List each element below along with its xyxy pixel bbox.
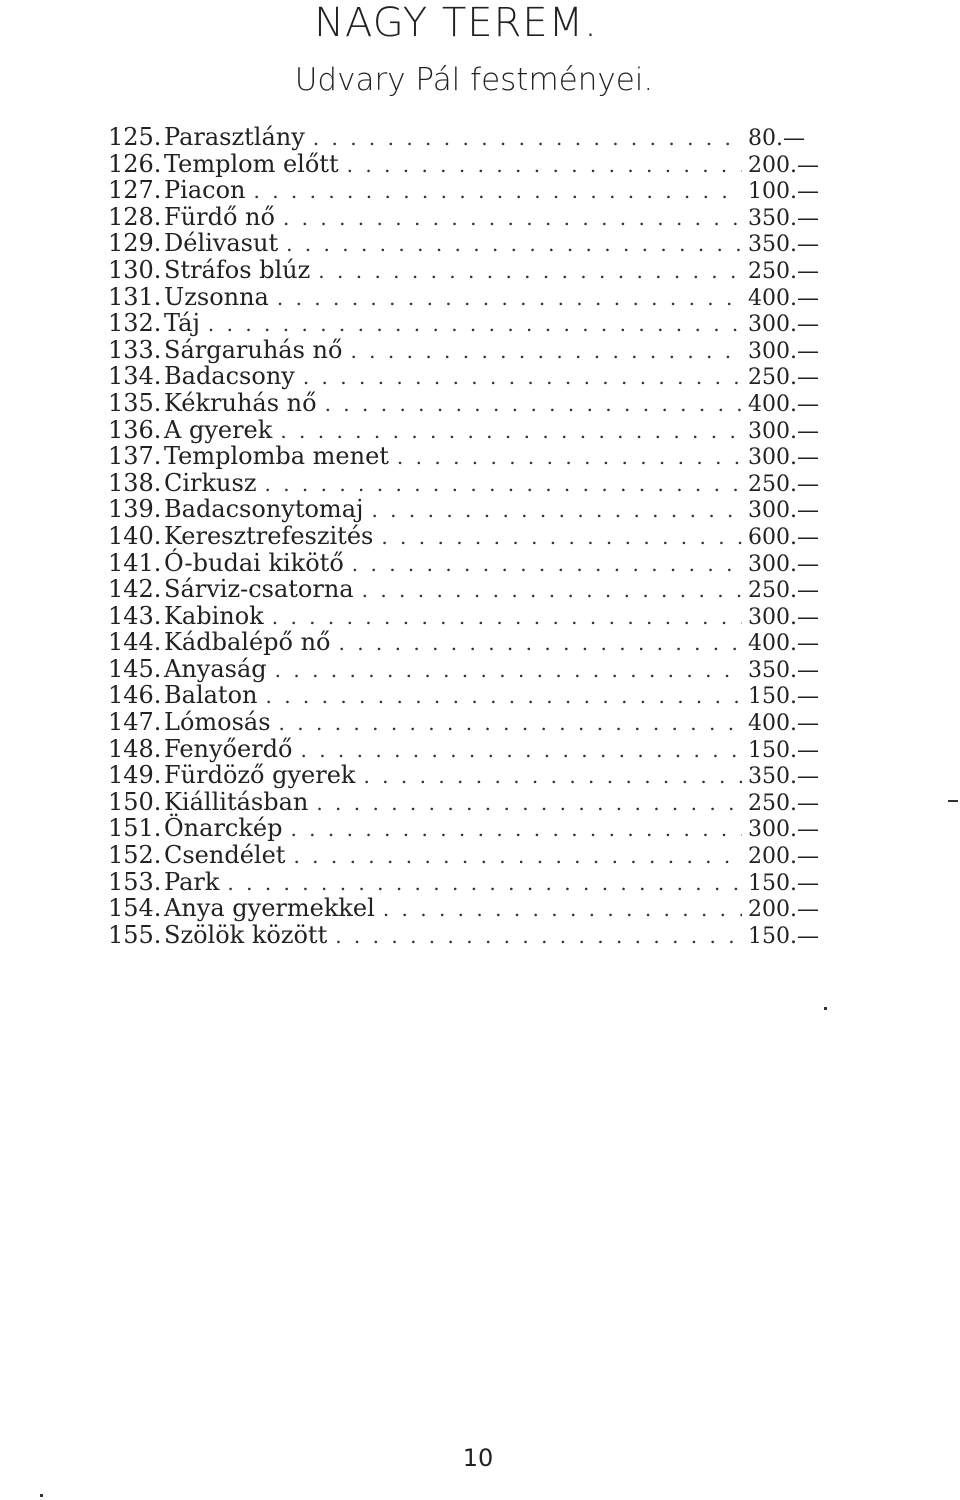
item-number: 145.	[108, 654, 162, 683]
item-price: 600.—	[748, 524, 819, 550]
item-title: Csendélet	[164, 841, 286, 870]
item-price: 350.—	[748, 764, 819, 790]
item-title: Anya gyermekkel	[164, 894, 375, 923]
dot-leader	[257, 683, 742, 710]
page-number: 10	[462, 1444, 494, 1472]
catalog-row	[108, 257, 820, 284]
item-number: 132.	[108, 309, 162, 338]
dot-leader	[344, 551, 742, 578]
item-price: 200.—	[748, 152, 819, 178]
dot-leader	[219, 870, 742, 897]
dot-leader	[342, 338, 742, 365]
dot-leader	[339, 152, 742, 179]
item-price: 150.—	[748, 923, 819, 949]
item-title: Fürdő nő	[164, 202, 275, 231]
catalog-row	[108, 815, 820, 842]
dot-leader	[267, 657, 742, 684]
item-price: 200.—	[748, 844, 819, 870]
item-title: Keresztrefeszités	[164, 521, 374, 550]
item-number: 130.	[108, 255, 162, 284]
item-title: Ó-budai kikötő	[164, 548, 344, 577]
catalog-row	[108, 550, 820, 577]
dot-leader	[278, 231, 742, 258]
catalog-row	[108, 496, 820, 523]
item-title: Badacsonytomaj	[164, 495, 364, 524]
catalog-row	[108, 603, 820, 630]
catalog-row	[108, 470, 820, 497]
item-price: 150.—	[748, 684, 819, 710]
scan-speck	[824, 1007, 827, 1010]
item-price: 250.—	[748, 471, 819, 497]
item-price: 300.—	[748, 498, 819, 524]
dot-leader	[317, 391, 742, 418]
item-price: 350.—	[748, 232, 819, 258]
item-number: 126.	[108, 149, 162, 178]
catalog-row	[108, 762, 820, 789]
item-title: Kékruhás nő	[164, 388, 317, 417]
item-title: Balaton	[164, 681, 258, 710]
item-price: 350.—	[748, 205, 819, 231]
item-price: 300.—	[748, 418, 819, 444]
catalog-row	[108, 124, 820, 151]
item-number: 134.	[108, 362, 162, 391]
page-title: NAGY TEREM.	[314, 0, 598, 46]
item-number: 133.	[108, 335, 162, 364]
item-number: 153.	[108, 867, 162, 896]
catalog-row	[108, 204, 820, 231]
dot-leader	[373, 524, 742, 551]
catalog-row	[108, 709, 820, 736]
dot-leader	[308, 790, 742, 817]
catalog-row	[108, 523, 820, 550]
dot-leader	[269, 285, 742, 312]
item-title: Fürdöző gyerek	[164, 761, 356, 790]
catalog-row	[108, 736, 820, 763]
catalog-row	[108, 390, 820, 417]
item-title: Fenyőerdő	[164, 734, 293, 763]
catalog-row	[108, 151, 820, 178]
item-number: 151.	[108, 814, 162, 843]
item-price: 350.—	[748, 657, 819, 683]
item-title: Anyaság	[164, 654, 267, 683]
item-price: 300.—	[748, 551, 819, 577]
item-number: 149.	[108, 761, 162, 790]
item-price: 400.—	[748, 285, 819, 311]
item-number: 154.	[108, 894, 162, 923]
item-title: Szölök között	[164, 920, 328, 949]
dot-leader	[200, 311, 742, 338]
item-price: 300.—	[748, 338, 819, 364]
item-price: 150.—	[748, 870, 819, 896]
item-title: Lómosás	[164, 708, 271, 737]
item-number: 140.	[108, 521, 162, 550]
item-title: Uzsonna	[164, 282, 269, 311]
catalog-row	[108, 842, 820, 869]
item-number: 143.	[108, 601, 162, 630]
dot-leader	[285, 843, 742, 870]
item-price: 200.—	[748, 897, 819, 923]
catalog-row	[108, 922, 820, 949]
item-number: 147.	[108, 708, 162, 737]
item-price: 400.—	[748, 391, 819, 417]
dot-leader	[327, 923, 742, 950]
item-number: 138.	[108, 468, 162, 497]
item-price: 80.—	[748, 126, 805, 151]
catalog-row	[108, 789, 820, 816]
item-title: Délivasut	[164, 229, 279, 258]
dot-leader	[295, 364, 742, 391]
dot-leader	[256, 471, 742, 498]
dot-leader	[363, 497, 742, 524]
item-title: Piacon	[164, 176, 246, 205]
dot-leader	[275, 205, 742, 232]
item-price: 300.—	[748, 604, 819, 630]
catalog-row	[108, 629, 820, 656]
dot-leader	[375, 896, 742, 923]
item-title: Parasztlány	[164, 123, 305, 151]
item-title: Park	[164, 867, 220, 896]
item-title: Kabinok	[164, 601, 264, 630]
item-number: 144.	[108, 628, 162, 657]
dot-leader	[245, 178, 742, 205]
item-price: 150.—	[748, 737, 819, 763]
catalog-row	[108, 230, 820, 257]
item-price: 250.—	[748, 790, 819, 816]
catalog-row	[108, 284, 820, 311]
dot-leader	[305, 125, 742, 152]
item-number: 142.	[108, 575, 162, 604]
catalog-row	[108, 337, 820, 364]
item-number: 141.	[108, 548, 162, 577]
item-price: 250.—	[748, 258, 819, 284]
item-number: 148.	[108, 734, 162, 763]
item-title: Sárgaruhás nő	[164, 335, 343, 364]
item-number: 127.	[108, 176, 162, 205]
catalog-row	[108, 363, 820, 390]
dot-leader	[293, 737, 743, 764]
item-number: 155.	[108, 920, 162, 949]
item-price: 100.—	[748, 179, 819, 205]
item-number: 136.	[108, 415, 162, 444]
dot-leader	[310, 258, 742, 285]
catalog-list	[108, 124, 820, 948]
item-price: 400.—	[748, 631, 819, 657]
item-number: 125.	[108, 123, 162, 151]
catalog-row	[108, 895, 820, 922]
item-number: 139.	[108, 495, 162, 524]
catalog-row	[108, 443, 820, 470]
item-title: Templomba menet	[164, 442, 389, 471]
item-price: 250.—	[748, 578, 819, 604]
item-title: Templom előtt	[164, 149, 339, 178]
item-price: 250.—	[748, 365, 819, 391]
item-number: 135.	[108, 388, 162, 417]
dot-leader	[389, 444, 742, 471]
dot-leader	[331, 630, 743, 657]
item-number: 128.	[108, 202, 162, 231]
item-title: Sárviz-csatorna	[164, 575, 354, 604]
item-title: Cirkusz	[164, 468, 257, 497]
dot-leader	[264, 604, 742, 631]
catalog-row	[108, 576, 820, 603]
section-subtitle: Udvary Pál festményei.	[294, 62, 654, 98]
item-title: A gyerek	[164, 415, 273, 444]
item-number: 137.	[108, 442, 162, 471]
catalog-row	[108, 656, 820, 683]
scan-speck	[40, 1494, 43, 1497]
scan-speck	[948, 800, 958, 802]
item-title: Kádbalépő nő	[164, 628, 331, 657]
item-price: 300.—	[748, 312, 819, 338]
item-number: 131.	[108, 282, 162, 311]
item-title: Táj	[164, 309, 200, 338]
dot-leader	[282, 816, 742, 843]
item-title: Kiállitásban	[164, 787, 309, 816]
item-number: 146.	[108, 681, 162, 710]
dot-leader	[354, 577, 742, 604]
item-title: Önarckép	[164, 814, 283, 843]
catalog-row	[108, 682, 820, 709]
catalog-row	[108, 177, 820, 204]
item-number: 129.	[108, 229, 162, 258]
item-title: Badacsony	[164, 362, 295, 391]
item-title: Stráfos blúz	[164, 255, 311, 284]
dot-leader	[355, 763, 742, 790]
item-number: 152.	[108, 841, 162, 870]
catalog-row	[108, 417, 820, 444]
catalog-row	[108, 310, 820, 337]
item-price: 300.—	[748, 817, 819, 843]
item-number: 150.	[108, 787, 162, 816]
item-price: 400.—	[748, 711, 819, 737]
dot-leader	[271, 710, 742, 737]
catalog-row	[108, 869, 820, 896]
item-price: 300.—	[748, 445, 819, 471]
dot-leader	[272, 418, 742, 445]
